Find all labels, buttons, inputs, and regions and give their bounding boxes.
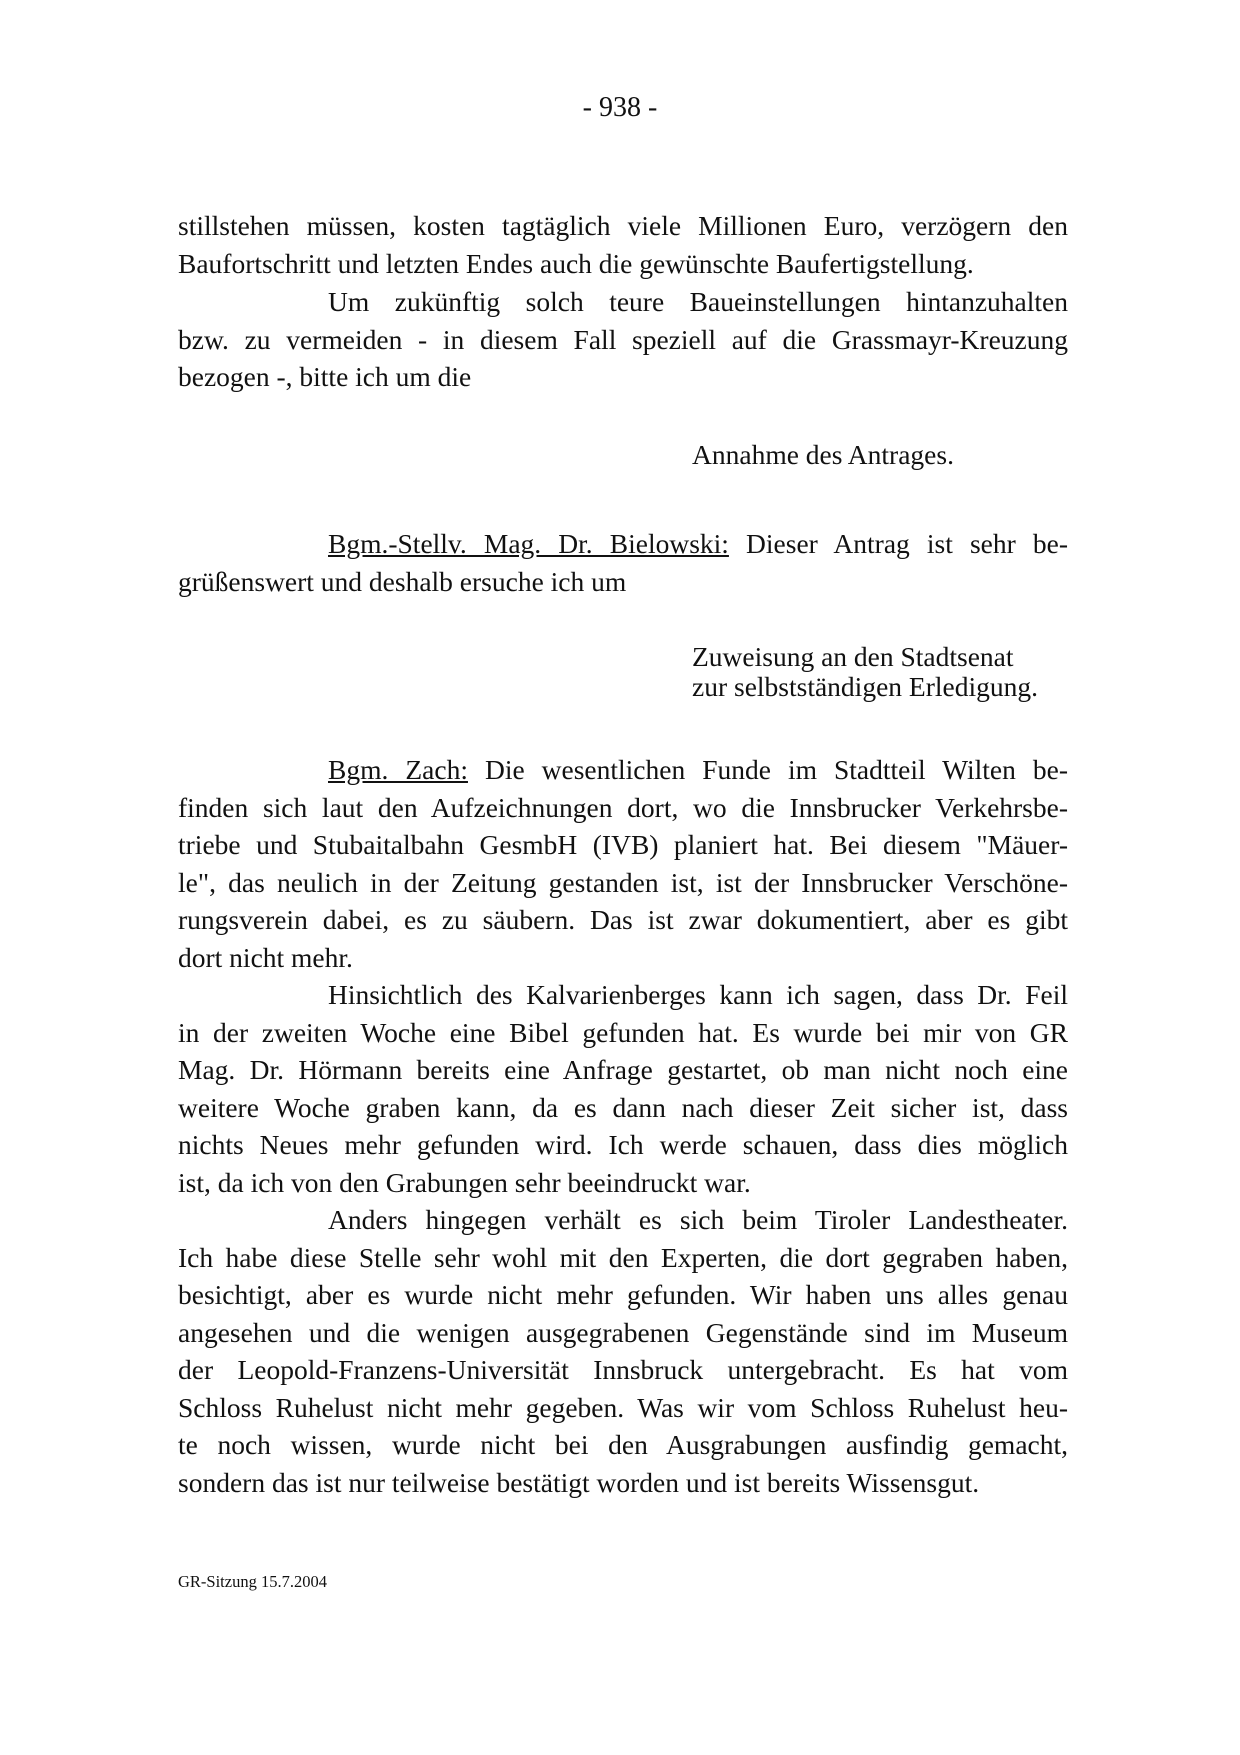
paragraph-line: sondern das ist nur teilweise bestätigt worden und ist bereits Wissensgut. — [178, 1466, 980, 1498]
paragraph-line: Baufortschritt und letzten Endes auch die gewünschte Baufertigstellung. — [178, 247, 974, 279]
paragraph-kalvarienberg — [178, 976, 1068, 1201]
paragraph-line: bzw. zu vermeiden - in diesem Fall speziell auf die Grassmayr-Kreuzung — [178, 323, 1068, 355]
motion-line: Annahme des Antrages. — [692, 439, 954, 470]
speaker-name: Bgm. Zach: — [328, 754, 468, 785]
paragraph-line: Mag. Dr. Hörmann bereits eine Anfrage gestartet, ob man nicht noch eine — [178, 1054, 1068, 1085]
paragraph-line: Hinsichtlich des Kalvarienberges kann ich sagen, dass Dr. Feil — [328, 979, 1068, 1010]
paragraph-line: dort nicht mehr. — [178, 941, 353, 973]
paragraph-line: der Leopold-Franzens-Universität Innsbruck untergebracht. Es hat vom — [178, 1354, 1068, 1385]
motion-zuweisung — [692, 642, 1038, 702]
page-number: - 938 - — [582, 92, 658, 123]
paragraph-line: Schloss Ruhelust nicht mehr gegeben. Was wir vom Schloss Ruhelust heu- — [178, 1391, 1068, 1423]
motion-annahme — [692, 440, 954, 470]
paragraph-line — [178, 525, 1068, 563]
paragraph-line: Um zukünftig solch teure Baueinstellungen hintanzuhalten — [328, 286, 1068, 317]
motion-line: zur selbstständigen Erledigung. — [692, 671, 1038, 702]
paragraph-line: triebe und Stubaitalbahn GesmbH (IVB) planiert hat. Bei diesem "Mäuer- — [178, 829, 1068, 860]
paragraph-line: ist, da ich von den Grabungen sehr beeindruckt war. — [178, 1166, 751, 1198]
paragraph-line: nichts Neues mehr gefunden wird. Ich werde schauen, dass dies möglich — [178, 1129, 1068, 1160]
speech-zach — [178, 751, 1068, 976]
footer-session-date: GR-Sitzung 15.7.2004 — [178, 1572, 327, 1591]
paragraph-line: le", das neulich in der Zeitung gestanden ist, ist der Innsbrucker Verschöne- — [178, 866, 1068, 898]
speech-text: Dieser Antrag ist sehr be- — [728, 528, 1069, 559]
paragraph-line: bezogen -, bitte ich um die — [178, 361, 472, 392]
paragraph-line: weitere Woche graben kann, da es dann nach dieser Zeit sicher ist, dass — [178, 1091, 1068, 1123]
paragraph-line: finden sich laut den Aufzeichnungen dort, wo die Innsbrucker Verkehrsbe- — [178, 791, 1068, 823]
speech-bielowski — [178, 525, 1068, 600]
paragraph-line: angesehen und die wenigen ausgegrabenen Gegenstände sind im Museum — [178, 1316, 1068, 1348]
speaker-name: Bgm.-Stellv. Mag. Dr. Bielowski: — [328, 528, 729, 559]
paragraph-line: te noch wissen, wurde nicht bei den Ausgrabungen ausfindig gemacht, — [178, 1429, 1068, 1460]
paragraph-line: besichtigt, aber es wurde nicht mehr gefunden. Wir haben uns alles genau — [178, 1279, 1068, 1310]
paragraph-line: Anders hingegen verhält es sich beim Tiroler Landestheater. — [328, 1204, 1068, 1235]
motion-line: Zuweisung an den Stadtsenat — [692, 641, 1014, 672]
speech-text: Die wesentlichen Funde im Stadtteil Wilten be- — [467, 754, 1068, 785]
paragraph-landestheater — [178, 1201, 1068, 1501]
paragraph-2 — [178, 283, 1068, 396]
paragraph-line: grüßenswert und deshalb ersuche ich um — [178, 565, 627, 597]
paragraph-1 — [178, 207, 1068, 282]
paragraph-line: Ich habe diese Stelle sehr wohl mit den Experten, die dort gegraben haben, — [178, 1241, 1068, 1273]
paragraph-line: stillstehen müssen, kosten tagtäglich viele Millionen Euro, verzögern den — [178, 210, 1068, 241]
paragraph-line — [178, 751, 1068, 789]
paragraph-line: in der zweiten Woche eine Bibel gefunden hat. Es wurde bei mir von GR — [178, 1016, 1068, 1048]
paragraph-line: rungsverein dabei, es zu säubern. Das ist zwar dokumentiert, aber es gibt — [178, 904, 1068, 935]
